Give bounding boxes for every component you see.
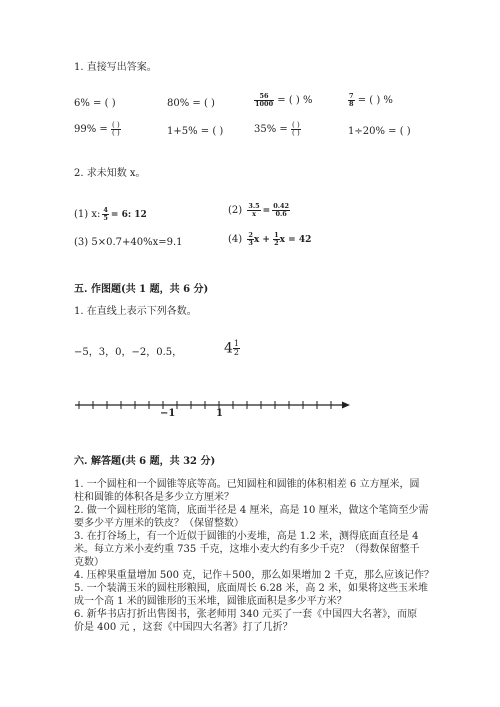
section5-question: 1. 在直线上表示下列各数。 — [74, 306, 197, 317]
problem-line: 要多少平方厘米的铁皮？（保留整数） — [74, 518, 244, 529]
question-row-2a: 99% = $\frac{( )}{( )}$ — [74, 121, 120, 137]
blank-fraction: $\frac{( )}{( )}$ — [111, 121, 120, 137]
equation-4: (4) $\frac{2}{3}$ x + $\frac{1}{2}$ x = 42 — [228, 231, 312, 247]
problem-line: 价是 400 元 ，这套《中国四大名著》打了几折？ — [74, 622, 293, 633]
section5-title: 五. 作图题(共 1 题，共 6 分) — [74, 284, 209, 295]
question-row-2c: 35% = $\frac{( )}{( )}$ — [254, 121, 300, 137]
axis-label-minus-one: −1 — [160, 408, 176, 419]
mixed-number: 4 $\frac{1}{2}$ — [224, 339, 240, 357]
percent-80: 80% — [167, 98, 190, 109]
problem-line: 柱和圆锥的体积各是多少立方厘米？ — [74, 492, 234, 503]
fraction-56-1000: $\frac{56}{1000}$ — [255, 92, 274, 108]
problem-line: 3. 在打谷场上，有一个近似于圆锥的小麦堆，高是 1.2 米，测得底面直径是 4 — [74, 531, 419, 542]
section1-heading: 1. 直接写出答案。 — [74, 62, 157, 73]
axis-label-one: 1 — [216, 408, 223, 419]
arrow-right-icon — [342, 402, 350, 409]
number-line — [0, 390, 500, 430]
equation-3: (3) 5×0.7+40%x=9.1 — [74, 237, 183, 248]
equation-2: (2) $\frac{3.5}{x}$ = $\frac{0.42}{0.6}$ — [228, 202, 290, 218]
fraction-7-8: $\frac{7}{8}$ — [349, 92, 354, 108]
numbers-list: −5，3，0，−2，0.5， — [74, 347, 183, 358]
section6-title: 六. 解答题(共 6 题，共 32 分) — [74, 456, 216, 467]
problem-line: 5. 一个装满玉米的圆柱形粮囤，底面周长 6.28 米，高 2 米，如果将这些玉米堆 — [74, 583, 429, 594]
problem-line: 4. 压榨果重量增加 500 克，记作＋500，那么如果增加 2 千克，那么应该记作？ — [74, 570, 434, 581]
problem-line: 克数） — [74, 557, 104, 568]
blank-fraction: $\frac{( )}{( )}$ — [291, 121, 300, 137]
question-row-2d: 1÷20% = ( ) — [348, 126, 411, 137]
problem-line: 成一个高 1 米的圆锥形的玉米堆，圆锥底面积是多少平方米？ — [74, 596, 347, 607]
problem-line: 1. 一个圆柱和一个圆锥等底等高。已知圆柱和圆锥的体积相差 6 立方厘米，圆 — [74, 479, 420, 490]
question-row-1c: $\frac{56}{1000}$ = ( ) % — [255, 92, 313, 108]
equation-1: (1) x: $\frac{4}{5}$ = 6: 12 — [74, 206, 147, 222]
problem-line: 米。每立方米小麦约重 735 千克，这堆小麦大约有多少千克？（得数保留整千 — [74, 544, 420, 555]
question-row-1d: $\frac{7}{8}$ = ( ) % — [349, 92, 393, 108]
question-row-1b: 80% = ( ) — [167, 98, 215, 109]
question-row-2b: 1+5% = ( ) — [167, 126, 224, 137]
section2-heading: 2. 求未知数 x。 — [74, 168, 146, 179]
problem-line: 6. 新华书店打折出售图书，张老师用 340 元买了一套《中国四大名著》，而原 — [74, 609, 418, 620]
percent-6: 6% — [74, 98, 90, 109]
question-row-1a: 6% = ( ) — [74, 98, 116, 109]
problem-line: 2. 做一个圆柱形的笔筒，底面半径是 4 厘米，高是 10 厘米，做这个笔筒至少需 — [74, 505, 429, 516]
problem-list — [74, 478, 446, 634]
